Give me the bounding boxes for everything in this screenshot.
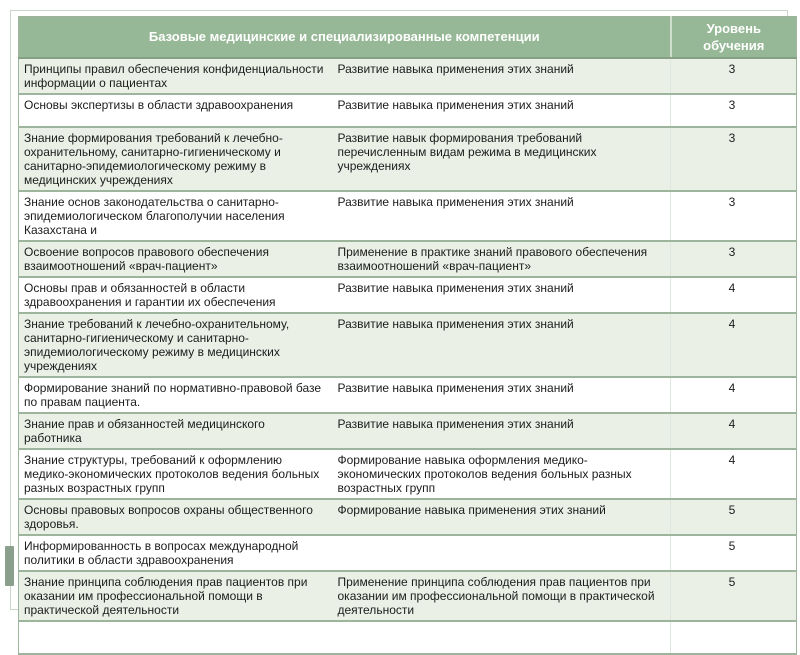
- header-competencies: Базовые медицинские и специализированные компетенции: [19, 17, 671, 58]
- level-cell: 3: [671, 58, 797, 94]
- table-row: [19, 94, 797, 127]
- table-row: [19, 58, 797, 94]
- competency-cell: Знание формирования требований к лечебно-охранительному, санитарно-гигиеническому и санитарно-эпидемиологическому режиму в медицинских учреждениях: [19, 127, 332, 191]
- skill-cell: Применение в практике знаний правового обеспечения взаимоотношений «врач-пациент»: [332, 241, 671, 277]
- competency-cell: Информированность в вопросах международной политики в области здравоохранения: [19, 535, 332, 571]
- competency-cell: Основы правовых вопросов охраны общественного здоровья.: [19, 499, 332, 535]
- level-cell: 5: [671, 535, 797, 571]
- table-row: [19, 535, 797, 571]
- skill-cell: Развитие навыка применения этих знаний: [332, 58, 671, 94]
- skill-cell: Развитие навыка применения этих знаний: [332, 277, 671, 313]
- table-row: [19, 621, 797, 654]
- skill-cell: [332, 621, 671, 654]
- skill-cell: Развитие навыка применения этих знаний: [332, 377, 671, 413]
- skill-cell: Развитие навыка применения этих знаний: [332, 191, 671, 241]
- competency-cell: Освоение вопросов правового обеспечения взаимоотношений «врач-пациент»: [19, 241, 332, 277]
- level-cell: [671, 621, 797, 654]
- competency-cell: Знание прав и обязанностей медицинского работника: [19, 413, 332, 449]
- header-row: [19, 17, 797, 58]
- skill-cell: Применение принципа соблюдения прав пациентов при оказании им профессиональной помощи в практической деятельности: [332, 571, 671, 621]
- competency-cell: Основы экспертизы в области здравоохранения: [19, 94, 332, 127]
- table-header: [19, 17, 797, 58]
- level-cell: 3: [671, 127, 797, 191]
- skill-cell: Развитие навык формирования требований перечисленным видам режима в медицинских учреждениях: [332, 127, 671, 191]
- table-row: [19, 191, 797, 241]
- competency-cell: [19, 621, 332, 654]
- table-row: [19, 499, 797, 535]
- level-cell: 4: [671, 449, 797, 499]
- table-row: [19, 413, 797, 449]
- header-level: Уровень обучения: [671, 17, 797, 58]
- level-cell: 4: [671, 413, 797, 449]
- level-cell: 3: [671, 241, 797, 277]
- level-cell: 4: [671, 277, 797, 313]
- table-row: [19, 277, 797, 313]
- level-cell: 4: [671, 377, 797, 413]
- table-row: [19, 377, 797, 413]
- competency-cell: Формирование знаний по нормативно-правовой базе по правам пациента.: [19, 377, 332, 413]
- competency-cell: Принципы правил обеспечения конфиденциальности информации о пациентах: [19, 58, 332, 94]
- level-cell: 3: [671, 191, 797, 241]
- level-cell: 4: [671, 313, 797, 377]
- level-cell: 3: [671, 94, 797, 127]
- left-accent-bar: [5, 546, 14, 586]
- competency-cell: Знание принципа соблюдения прав пациентов при оказании им профессиональной помощи в практической деятельности: [19, 571, 332, 621]
- skill-cell: Формирование навыка применения этих знаний: [332, 499, 671, 535]
- table-row: [19, 241, 797, 277]
- table-body: [19, 58, 797, 654]
- competency-cell: Знание требований к лечебно-охранительному, санитарно-гигиеническому и санитарно-эпидемиологическому режиму в медицинских учреждениях: [19, 313, 332, 377]
- skill-cell: Развитие навыка применения этих знаний: [332, 94, 671, 127]
- competency-cell: Знание структуры, требований к оформлению медико-экономических протоколов ведения больных разных возрастных групп: [19, 449, 332, 499]
- skill-cell: Формирование навыка оформления медико-экономических протоколов ведения больных разных возрастных групп: [332, 449, 671, 499]
- competencies-table: [18, 16, 797, 655]
- level-cell: 5: [671, 499, 797, 535]
- skill-cell: [332, 535, 671, 571]
- level-cell: 5: [671, 571, 797, 621]
- table-row: [19, 313, 797, 377]
- skill-cell: Развитие навыка применения этих знаний: [332, 313, 671, 377]
- skill-cell: Развитие навыка применения этих знаний: [332, 413, 671, 449]
- table-row: [19, 571, 797, 621]
- competency-cell: Основы прав и обязанностей в области здравоохранения и гарантии их обеспечения: [19, 277, 332, 313]
- table-row: [19, 449, 797, 499]
- table-row: [19, 127, 797, 191]
- competency-cell: Знание основ законодательства о санитарно-эпидемиологическом благополучии населения Казахстана и: [19, 191, 332, 241]
